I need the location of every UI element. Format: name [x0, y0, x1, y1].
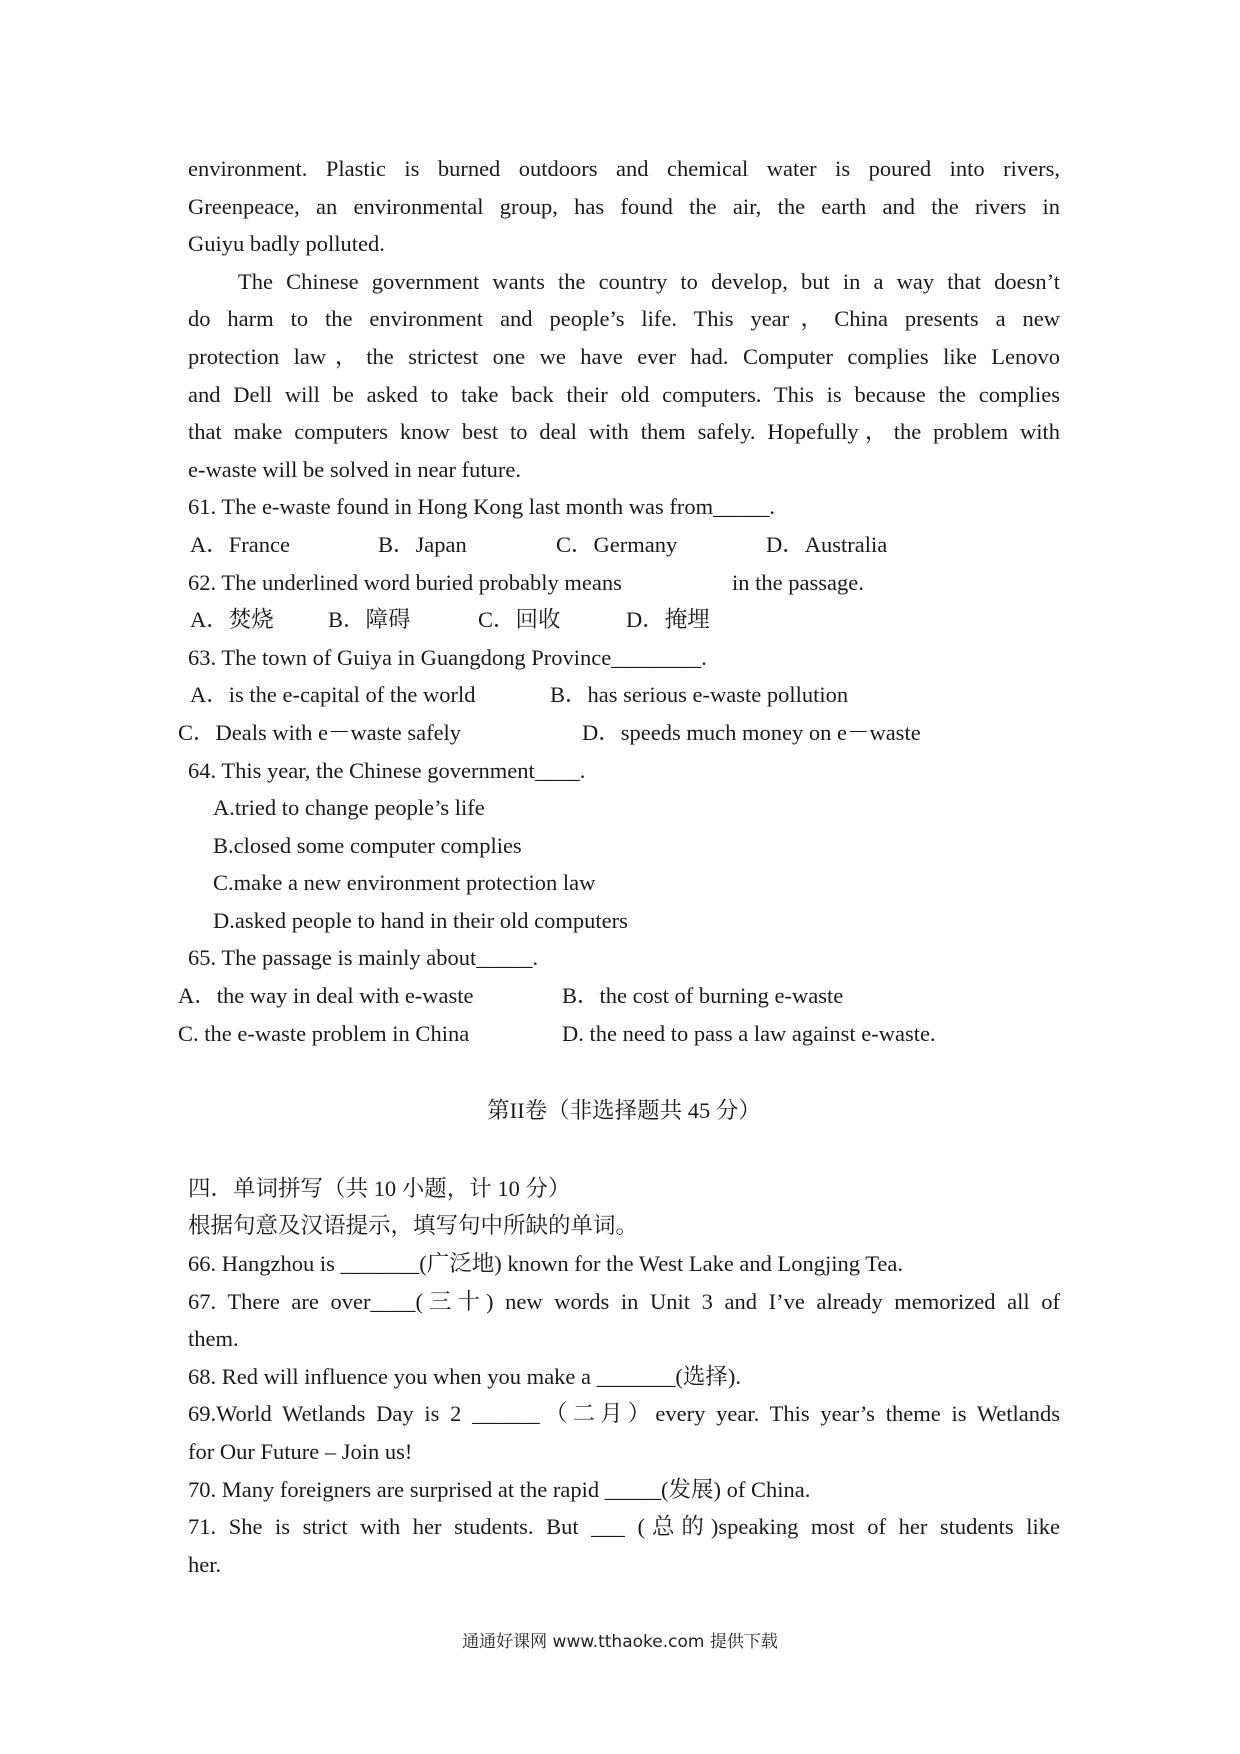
option-a: A．France	[190, 531, 290, 557]
option-b: B．the cost of burning e-waste	[562, 983, 844, 1009]
passage-paragraph-2	[188, 263, 1060, 489]
option-a: A．is the e-capital of the world	[190, 682, 476, 708]
question-stem: 62. The underlined word buried probably means	[188, 569, 622, 595]
option-d: D.asked people to hand in their old computers	[213, 907, 628, 933]
option-c: C．Deals with e－waste safely	[178, 719, 462, 745]
exam-page	[178, 150, 1060, 1583]
option-d: D．speeds much money on e－waste	[582, 719, 921, 745]
question-61	[188, 488, 1060, 563]
option-d: D．Australia	[766, 531, 888, 557]
option-c: C．回收	[478, 607, 561, 633]
option-a: A．焚烧	[190, 607, 274, 633]
question-71: 71. She is strict with her students. But ___ (总的)speaking most of her students like	[188, 1514, 1060, 1540]
question-71-cont: her.	[188, 1551, 222, 1577]
passage-line: Greenpeace, an environmental group, has found the air, the earth and the rivers in	[188, 193, 1060, 219]
question-70: 70. Many foreigners are surprised at the rapid _____(发展) of China.	[188, 1476, 811, 1502]
question-67: 67. There are over____(三十) new words in Unit 3 and I’ve already memorized all of	[188, 1288, 1060, 1314]
passage-line: The Chinese government wants the country to develop, but in a way that doesn’t	[238, 268, 1060, 294]
passage-paragraph-1	[188, 150, 1060, 263]
option-c: C．Germany	[556, 531, 678, 557]
question-options-row-1	[188, 676, 1060, 714]
passage-line: e-waste will be solved in near future.	[188, 456, 522, 482]
passage-line: and Dell will be asked to take back their old computers. This is because the complies	[188, 381, 1060, 407]
option-b: B．Japan	[378, 531, 467, 557]
part-instruction: 根据句意及汉语提示，填写句中所缺的单词。	[188, 1213, 639, 1239]
question-stem: 65. The passage is mainly about_____.	[188, 945, 539, 971]
option-c: C.make a new environment protection law	[213, 870, 596, 896]
question-65	[178, 939, 1060, 1052]
question-63	[178, 639, 1060, 752]
question-69-cont: for Our Future – Join us!	[188, 1439, 413, 1464]
question-69: 69.World Wetlands Day is 2 ______（二月）every year. This year’s theme is Wetlands	[188, 1401, 1060, 1427]
option-b: B.closed some computer complies	[213, 832, 522, 858]
question-options	[188, 601, 1060, 639]
part-4	[188, 1170, 1060, 1584]
option-d: D．掩埋	[626, 607, 710, 633]
question-options	[188, 526, 1060, 564]
option-d: D. the need to pass a law against e-waste.	[562, 1020, 936, 1046]
question-66: 66. Hangzhou is _______(广泛地) known for the West Lake and Longjing Tea.	[188, 1251, 904, 1277]
question-stem: 61. The e-waste found in Hong Kong last month was from_____.	[188, 494, 775, 520]
passage-line: that make computers know best to deal with them safely. Hopefully，the problem with	[188, 419, 1060, 445]
option-a: A.tried to change people’s life	[213, 795, 485, 821]
passage-line: environment. Plastic is burned outdoors and chemical water is poured into rivers,	[188, 156, 1060, 181]
option-a: A．the way in deal with e-waste	[178, 983, 474, 1009]
question-64	[188, 752, 1060, 940]
section-title: 第II卷（非选择题共 45 分）	[487, 1098, 761, 1124]
question-options-row-1	[178, 977, 1060, 1015]
page-footer: 通通好课网 www.tthaoke.com 提供下载	[462, 1632, 778, 1652]
passage-line: protection law，the strictest one we have ever had. Computer complies like Lenovo	[188, 343, 1060, 369]
question-stem-row	[188, 564, 1060, 602]
question-stem: 63. The town of Guiya in Guangdong Province________.	[188, 644, 707, 670]
option-b: B．has serious e-waste pollution	[550, 682, 849, 708]
question-68: 68. Red will influence you when you make a _______(选择).	[188, 1363, 742, 1389]
question-62	[188, 564, 1060, 639]
option-b: B．障碍	[328, 607, 411, 633]
option-c: C. the e-waste problem in China	[178, 1020, 470, 1046]
passage-line: do harm to the environment and people’s life. This year，China presents a new	[188, 306, 1060, 332]
part-heading: 四．单词拼写（共 10 小题，计 10 分）	[188, 1175, 571, 1201]
question-stem: 64. This year, the Chinese government____.	[188, 757, 586, 783]
question-stem-tail: in the passage.	[732, 569, 864, 595]
question-67-cont: them.	[188, 1326, 239, 1352]
question-options-row-2	[178, 714, 1060, 752]
question-options-row-2	[178, 1015, 1060, 1053]
passage-line: Guiyu badly polluted.	[188, 231, 385, 257]
